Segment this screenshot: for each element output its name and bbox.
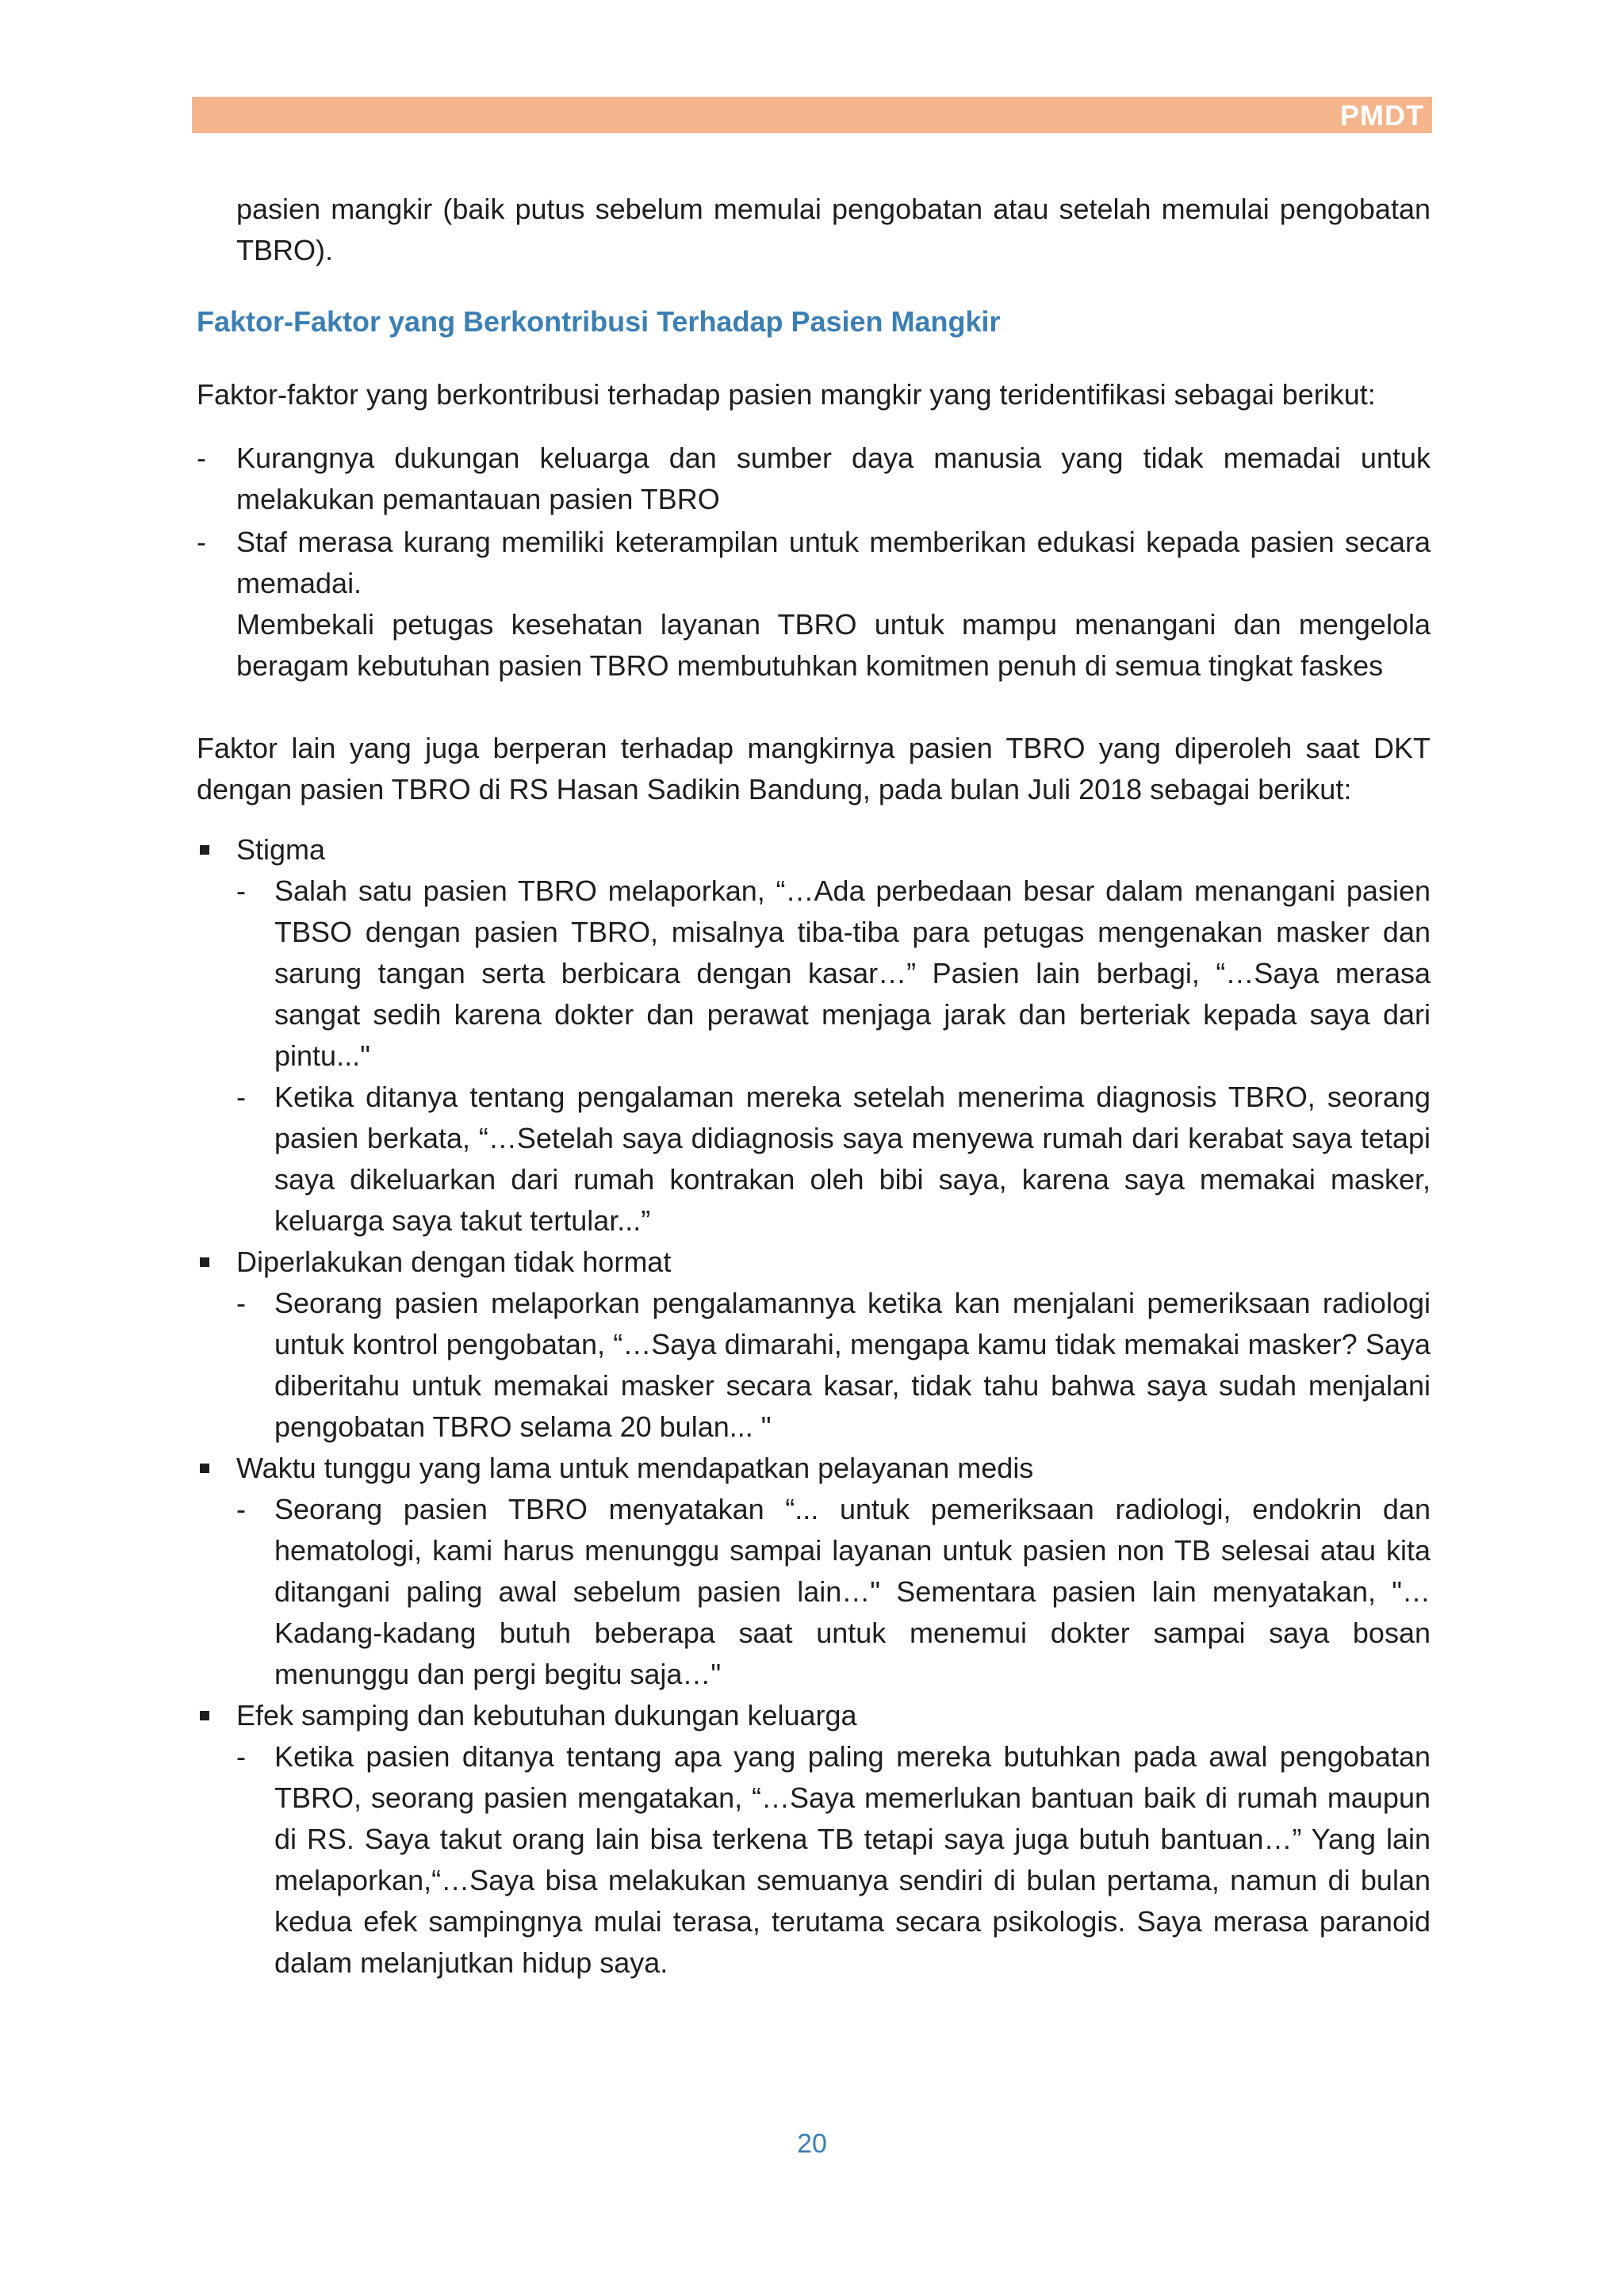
topic-title: Diperlakukan dengan tidak hormat <box>236 1246 672 1278</box>
list-item: - Staf merasa kurang memiliki keterampilan untuk memberikan edukasi kepada pasien secara memadai. <box>197 522 1431 604</box>
topic-title: Efek samping dan kebutuhan dukungan keluarga <box>236 1699 857 1732</box>
dash-marker: - <box>236 874 246 907</box>
page-number: 20 <box>797 2129 827 2159</box>
list-item: - Ketika ditanya tentang pengalaman mereka setelah menerima diagnosis TBRO, seorang pasien berkata, “…Setelah saya didiagnosis saya menyewa rumah dari kerabat saya tetapi saya dikeluarkan dari rumah kontrakan oleh bibi saya, karena saya memakai masker, keluarga saya takut tertular...” <box>236 1077 1431 1242</box>
topic-item <box>197 829 1431 1242</box>
list-item: - Seorang pasien melaporkan pengalamannya ketika kan menjalani pemeriksaan radiologi untuk kontrol pengobatan, “…Saya dimarahi, mengapa kamu tidak memakai masker? Saya diberitahu untuk memakai masker secara kasar, tidak tahu bahwa saya sudah menjalani pengobatan TBRO selama 20 bulan... " <box>236 1283 1431 1448</box>
dkt-intro: Faktor lain yang juga berperan terhadap mangkirnya pasien TBRO yang diperoleh saat DKT dengan pasien TBRO di RS Hasan Sadikin Bandung, pada bulan Juli 2018 sebagai berikut: <box>197 732 1431 806</box>
header-bar <box>192 97 1432 133</box>
page-content <box>197 189 1431 1984</box>
topic-sublist <box>236 871 1431 1242</box>
square-bullet-icon <box>200 845 209 855</box>
header-label: PMDT <box>1340 99 1424 132</box>
topic-sublist <box>236 1489 1431 1695</box>
intro-paragraph: pasien mangkir (baik putus sebelum memulai pengobatan atau setelah memulai pengobatan TBRO). <box>236 193 1431 266</box>
dash-marker: - <box>236 1081 246 1113</box>
topic-item <box>197 1695 1431 1984</box>
list-item: - Kurangnya dukungan keluarga dan sumber daya manusia yang tidak memadai untuk melakukan pemantauan pasien TBRO <box>197 438 1431 520</box>
list-item: - Salah satu pasien TBRO melaporkan, “…Ada perbedaan besar dalam menangani pasien TBSO dengan pasien TBRO, misalnya tiba-tiba para petugas mengenakan masker dan sarung tangan serta berbicara dengan kasar…” Pasien lain berbagi, “…Saya merasa sangat sedih karena dokter dan perawat menjaga jarak dan berteriak kepada saya dari pintu..." <box>236 871 1431 1077</box>
topic-title: Stigma <box>236 833 326 866</box>
topics-list <box>197 829 1431 1984</box>
dash-marker: - <box>197 526 206 558</box>
factors-intro: Faktor-faktor yang berkontribusi terhadap pasien mangkir yang teridentifikasi sebagai berikut: <box>197 378 1376 411</box>
topic-item <box>197 1242 1431 1448</box>
topic-sublist <box>236 1283 1431 1448</box>
topic-title: Waktu tunggu yang lama untuk mendapatkan pelayanan medis <box>236 1452 1034 1484</box>
list-item: - Ketika pasien ditanya tentang apa yang paling mereka butuhkan pada awal pengobatan TBRO, seorang pasien mengatakan, “…Saya memerlukan bantuan baik di rumah maupun di RS. Saya takut orang lain bisa terkena TB tetapi saya juga butuh bantuan…” Yang lain melaporkan,“…Saya bisa melakukan semuanya sendiri di bulan pertama, namun di bulan kedua efek sampingnya mulai terasa, terutama secara psikologis. Saya merasa paranoid dalam melanjutkan hidup saya. <box>236 1736 1431 1984</box>
factors-list <box>197 438 1431 604</box>
topic-sublist <box>236 1736 1431 1984</box>
dash-marker: - <box>236 1740 246 1773</box>
square-bullet-icon <box>200 1464 209 1473</box>
topic-item <box>197 1448 1431 1695</box>
dash-marker: - <box>236 1493 246 1525</box>
dash-marker: - <box>236 1287 246 1319</box>
square-bullet-icon <box>200 1257 209 1267</box>
list-item: - Seorang pasien TBRO menyatakan “... untuk pemeriksaan radiologi, endokrin dan hematologi, kami harus menunggu sampai layanan untuk pasien non TB selesai atau kita ditangani paling awal sebelum pasien lain…" Sementara pasien lain menyatakan, "…Kadang-kadang butuh beberapa saat untuk menemui dokter sampai saya bosan menunggu dan pergi begitu saja…" <box>236 1489 1431 1695</box>
dash-marker: - <box>197 442 206 474</box>
section-heading: Faktor-Faktor yang Berkontribusi Terhadap Pasien Mangkir <box>197 305 1001 338</box>
factors-note: Membekali petugas kesehatan layanan TBRO untuk mampu menangani dan mengelola beragam kebutuhan pasien TBRO membutuhkan komitmen penuh di semua tingkat faskes <box>236 608 1431 682</box>
square-bullet-icon <box>200 1711 209 1720</box>
